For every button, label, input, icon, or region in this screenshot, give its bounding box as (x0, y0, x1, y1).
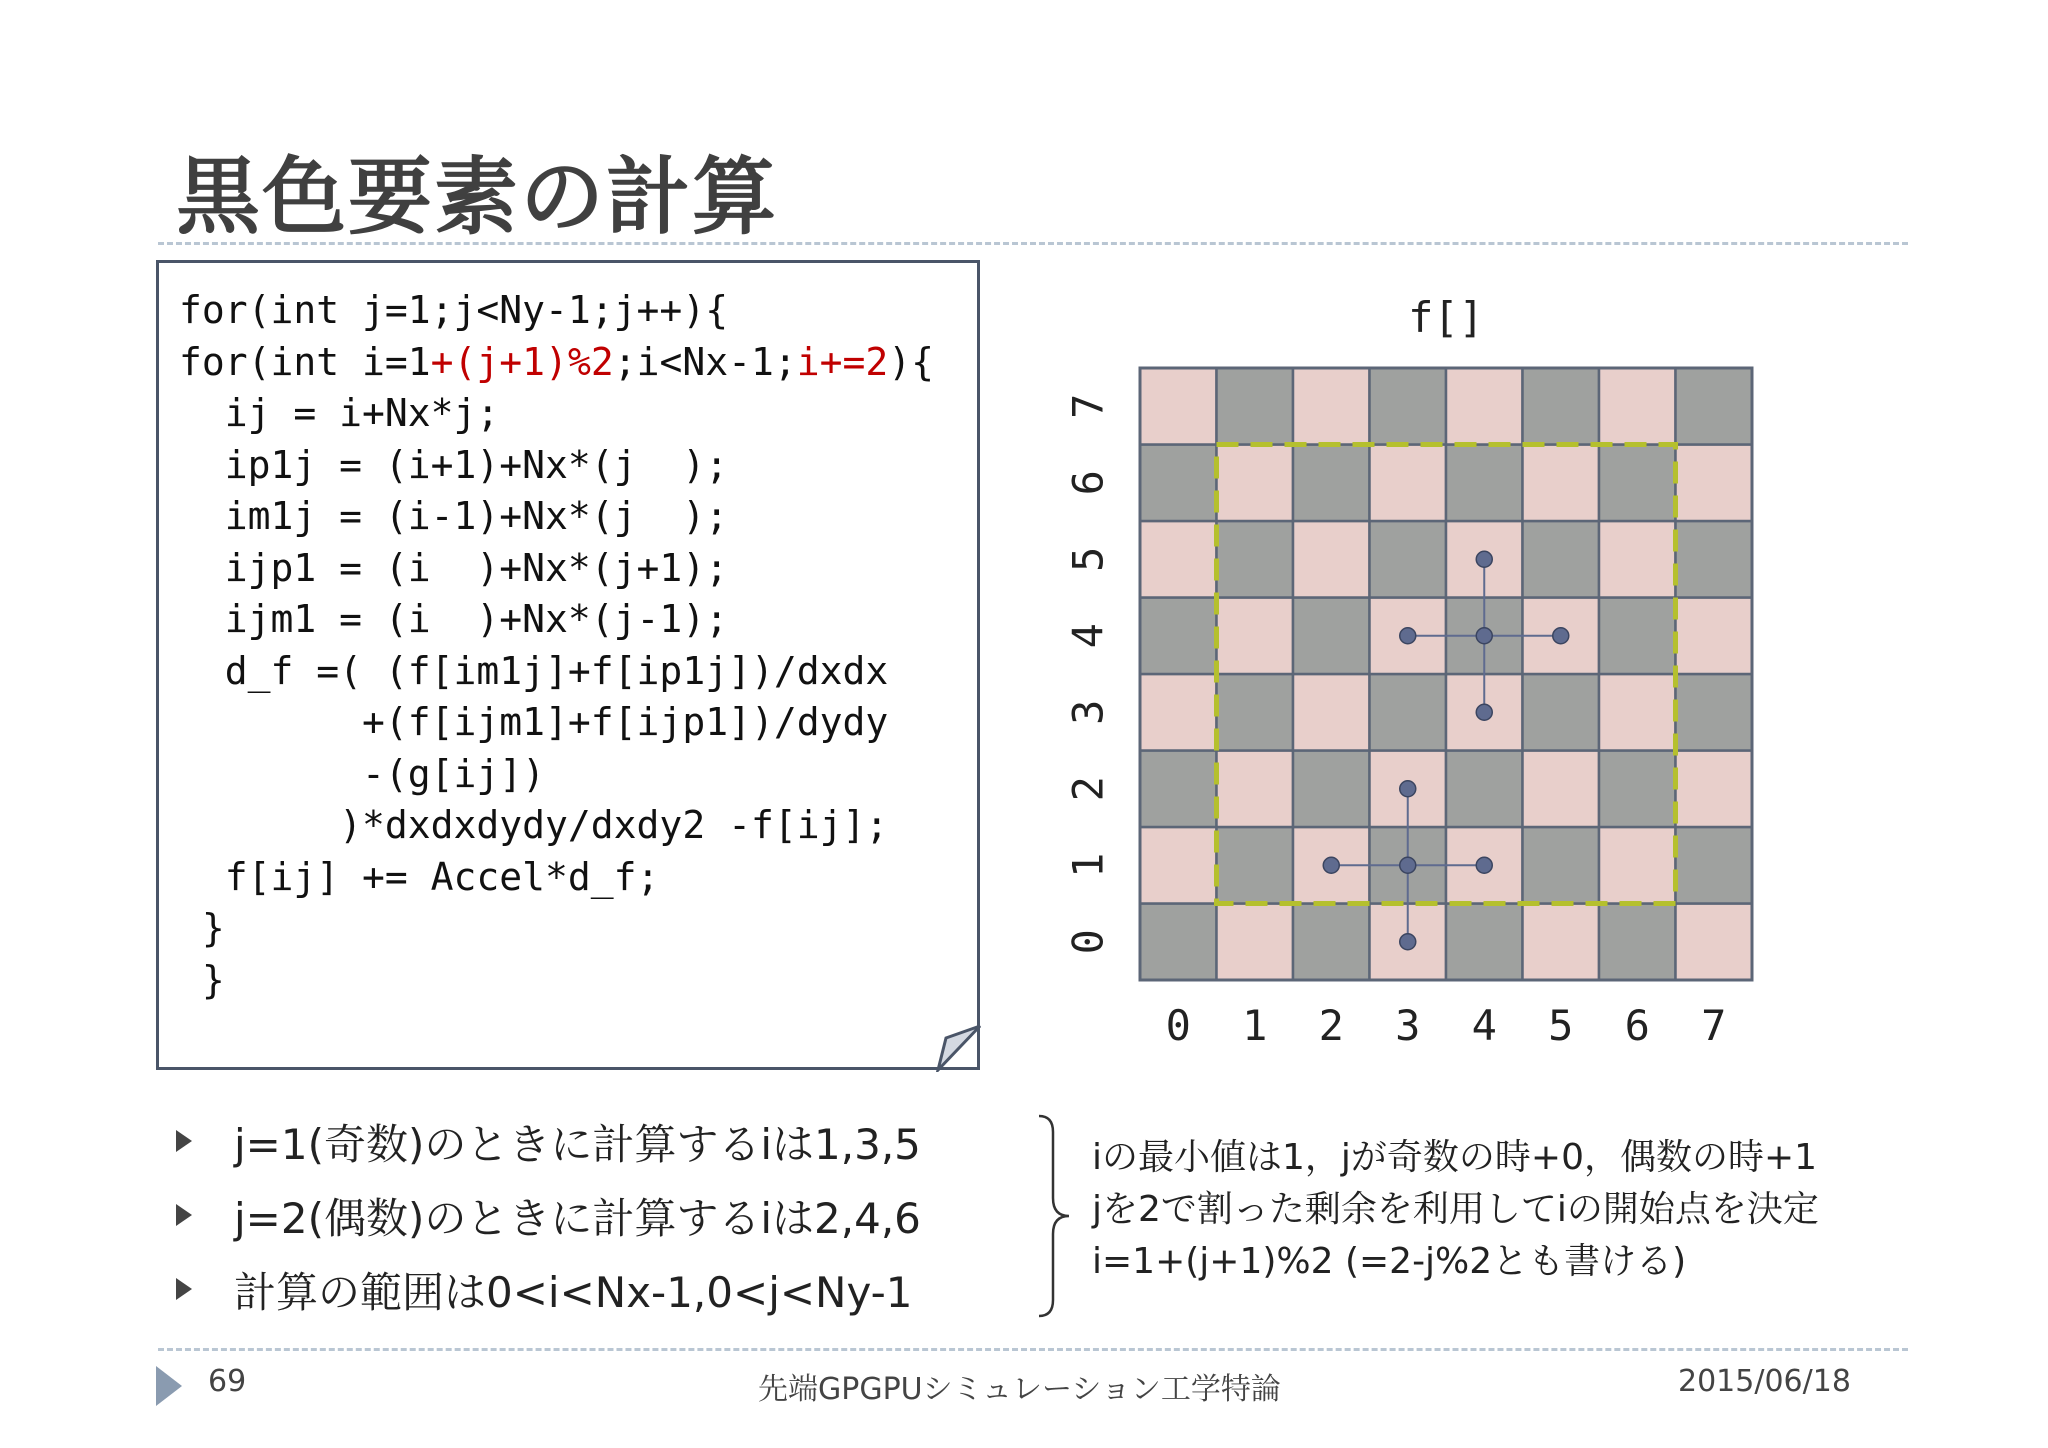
x-tick-label: 6 (1624, 1001, 1650, 1050)
code-text: for(int i=1 (179, 339, 431, 384)
grid-cell (1676, 445, 1753, 522)
grid-cell (1140, 827, 1217, 904)
y-tick-label: 3 (1063, 699, 1113, 725)
grid-cell (1140, 674, 1217, 751)
x-tick-label: 5 (1548, 1001, 1574, 1050)
code-line (179, 649, 888, 693)
stencil-neighbor-point (1400, 934, 1416, 950)
code-text: +(f[ijm1]+f[ijp1])/dydy (179, 700, 889, 744)
note-line: jを2で割った剰余を利用してiの開始点を決定 (1092, 1189, 1819, 1230)
code-text: } (179, 957, 225, 1002)
grid-cell (1676, 521, 1753, 598)
stencil-neighbor-point (1476, 704, 1492, 720)
y-tick-label: 1 (1063, 852, 1113, 878)
grid-cell (1293, 598, 1370, 675)
grid-cell (1217, 445, 1294, 522)
grid-cell (1599, 827, 1676, 904)
grid-cell (1370, 521, 1447, 598)
code-text: -(g[ij]) (179, 751, 546, 796)
note-line: i=1+(j+1)%2 (=2-j%2とも書ける) (1092, 1241, 1687, 1282)
y-tick-label: 2 (1063, 776, 1113, 802)
grid-cell (1293, 904, 1370, 981)
grid-cell (1599, 368, 1676, 445)
code-line (179, 391, 499, 435)
code-text: ){ (888, 339, 935, 384)
stencil-neighbor-point (1553, 628, 1569, 644)
stencil-neighbor-point (1323, 857, 1339, 873)
grid-cell (1217, 904, 1294, 981)
grid-cell (1217, 521, 1294, 598)
course-name: 先端GPGPUシミュレーション工学特論 (758, 1372, 1281, 1407)
grid-cell (1676, 751, 1753, 828)
code-text: ip1j = (i+1)+Nx*(j ); (179, 442, 729, 487)
grid-cell (1140, 368, 1217, 445)
page-curl-icon (936, 1024, 984, 1072)
figure-label: f[] (1408, 293, 1484, 342)
code-line (179, 906, 225, 950)
code-text: im1j = (i-1)+Nx*(j ); (179, 494, 729, 538)
page-number: 69 (208, 1364, 247, 1399)
code-highlight: i+=2 (796, 339, 889, 384)
bullet-arrow-icon (176, 1204, 192, 1226)
grid-cell (1446, 445, 1523, 522)
grid-cell (1370, 368, 1447, 445)
code-line (179, 855, 659, 899)
code-text: for(int j=1;j<Ny-1;j++){ (179, 288, 729, 332)
grid-cell (1599, 904, 1676, 981)
code-box (156, 260, 980, 1070)
grid-cell (1446, 368, 1523, 445)
slide-title: 黒色要素の計算 (176, 147, 779, 246)
grid-cell (1370, 445, 1447, 522)
bullet-text: j=1(奇数)のときに計算するiは1,3,5 (234, 1120, 921, 1169)
grid-cell (1293, 521, 1370, 598)
code-listing (179, 285, 934, 1006)
grid-cell (1523, 751, 1600, 828)
grid-cell (1676, 598, 1753, 675)
footer-arrow-icon (156, 1366, 182, 1406)
y-tick-label: 4 (1063, 623, 1113, 649)
stencil-center-point (1476, 628, 1492, 644)
grid-cell (1293, 368, 1370, 445)
grid-cell (1140, 751, 1217, 828)
grid-cell (1599, 445, 1676, 522)
grid-cell (1140, 521, 1217, 598)
grid-cell (1293, 445, 1370, 522)
footer-divider (158, 1348, 1908, 1351)
grid-cell (1370, 674, 1447, 751)
grid-cell (1217, 598, 1294, 675)
grid-cell (1523, 521, 1600, 598)
grid-cell (1140, 598, 1217, 675)
stencil-neighbor-point (1400, 781, 1416, 797)
code-line (179, 752, 545, 796)
grid-cell (1676, 827, 1753, 904)
code-text: ;i<Nx-1; (613, 339, 797, 384)
grid-cell (1676, 368, 1753, 445)
grid-cell (1676, 674, 1753, 751)
grid-cell (1217, 368, 1294, 445)
code-line (179, 597, 728, 641)
grid-cell (1523, 445, 1600, 522)
stencil-neighbor-point (1476, 551, 1492, 567)
grid-cell (1217, 751, 1294, 828)
grid-cell (1140, 904, 1217, 981)
bullet-text: 計算の範囲は0<i<Nx-1,0<j<Ny-1 (234, 1268, 913, 1317)
bullet-text: j=2(偶数)のときに計算するiは2,4,6 (234, 1194, 921, 1243)
code-text: d_f =( (f[im1j]+f[ip1j])/dxdx (179, 648, 889, 693)
code-text: ijm1 = (i )+Nx*(j-1); (179, 597, 729, 641)
grid-cell (1599, 674, 1676, 751)
code-line (179, 494, 728, 538)
note-line: iの最小値は1，jが奇数の時+0，偶数の時+1 (1092, 1137, 1818, 1178)
grid-cell (1599, 751, 1676, 828)
y-tick-label: 7 (1063, 393, 1113, 419)
grid-cell (1140, 445, 1217, 522)
code-text: } (179, 906, 225, 950)
grid-cell (1446, 904, 1523, 981)
x-tick-label: 0 (1165, 1001, 1191, 1050)
stencil-neighbor-point (1476, 857, 1492, 873)
x-tick-label: 2 (1318, 1001, 1344, 1050)
x-tick-label: 3 (1395, 1001, 1421, 1050)
x-tick-label: 4 (1471, 1001, 1497, 1050)
code-line (179, 958, 225, 1002)
grid-cell (1293, 674, 1370, 751)
grid-cell (1293, 751, 1370, 828)
grid-cell (1599, 598, 1676, 675)
stencil-neighbor-point (1400, 628, 1416, 644)
code-text: f[ij] += Accel*d_f; (179, 854, 660, 899)
bullet-arrow-icon (176, 1278, 192, 1300)
grid-cell (1217, 827, 1294, 904)
grid-cell (1676, 904, 1753, 981)
grid-cell (1217, 674, 1294, 751)
grid-cell (1523, 904, 1600, 981)
grid-cell (1523, 674, 1600, 751)
x-tick-label: 7 (1701, 1001, 1727, 1050)
checkerboard-figure (1040, 280, 1780, 1060)
grid-cell (1523, 827, 1600, 904)
code-line (179, 546, 728, 590)
code-line (179, 443, 728, 487)
grid-cell (1446, 751, 1523, 828)
code-text: ijp1 = (i )+Nx*(j+1); (179, 545, 729, 590)
y-tick-label: 5 (1063, 546, 1113, 572)
code-text: )*dxdxdydy/dxdy2 -f[ij]; (179, 803, 889, 847)
code-highlight: +(j+1)%2 (430, 339, 614, 384)
x-tick-label: 1 (1242, 1001, 1268, 1050)
code-text: ij = i+Nx*j; (179, 391, 500, 435)
slide-date: 2015/06/18 (1678, 1364, 1851, 1399)
right-brace-icon (1035, 1112, 1075, 1320)
code-line (179, 803, 888, 847)
grid-cell (1523, 368, 1600, 445)
code-line (179, 700, 888, 744)
title-divider (158, 242, 1908, 245)
bullet-arrow-icon (176, 1130, 192, 1152)
stencil-center-point (1400, 857, 1416, 873)
code-line (179, 340, 934, 384)
grid-cell (1599, 521, 1676, 598)
y-tick-label: 6 (1063, 470, 1113, 496)
code-line (179, 288, 728, 332)
explanation-notes (1092, 1132, 1819, 1288)
y-tick-label: 0 (1063, 929, 1113, 955)
